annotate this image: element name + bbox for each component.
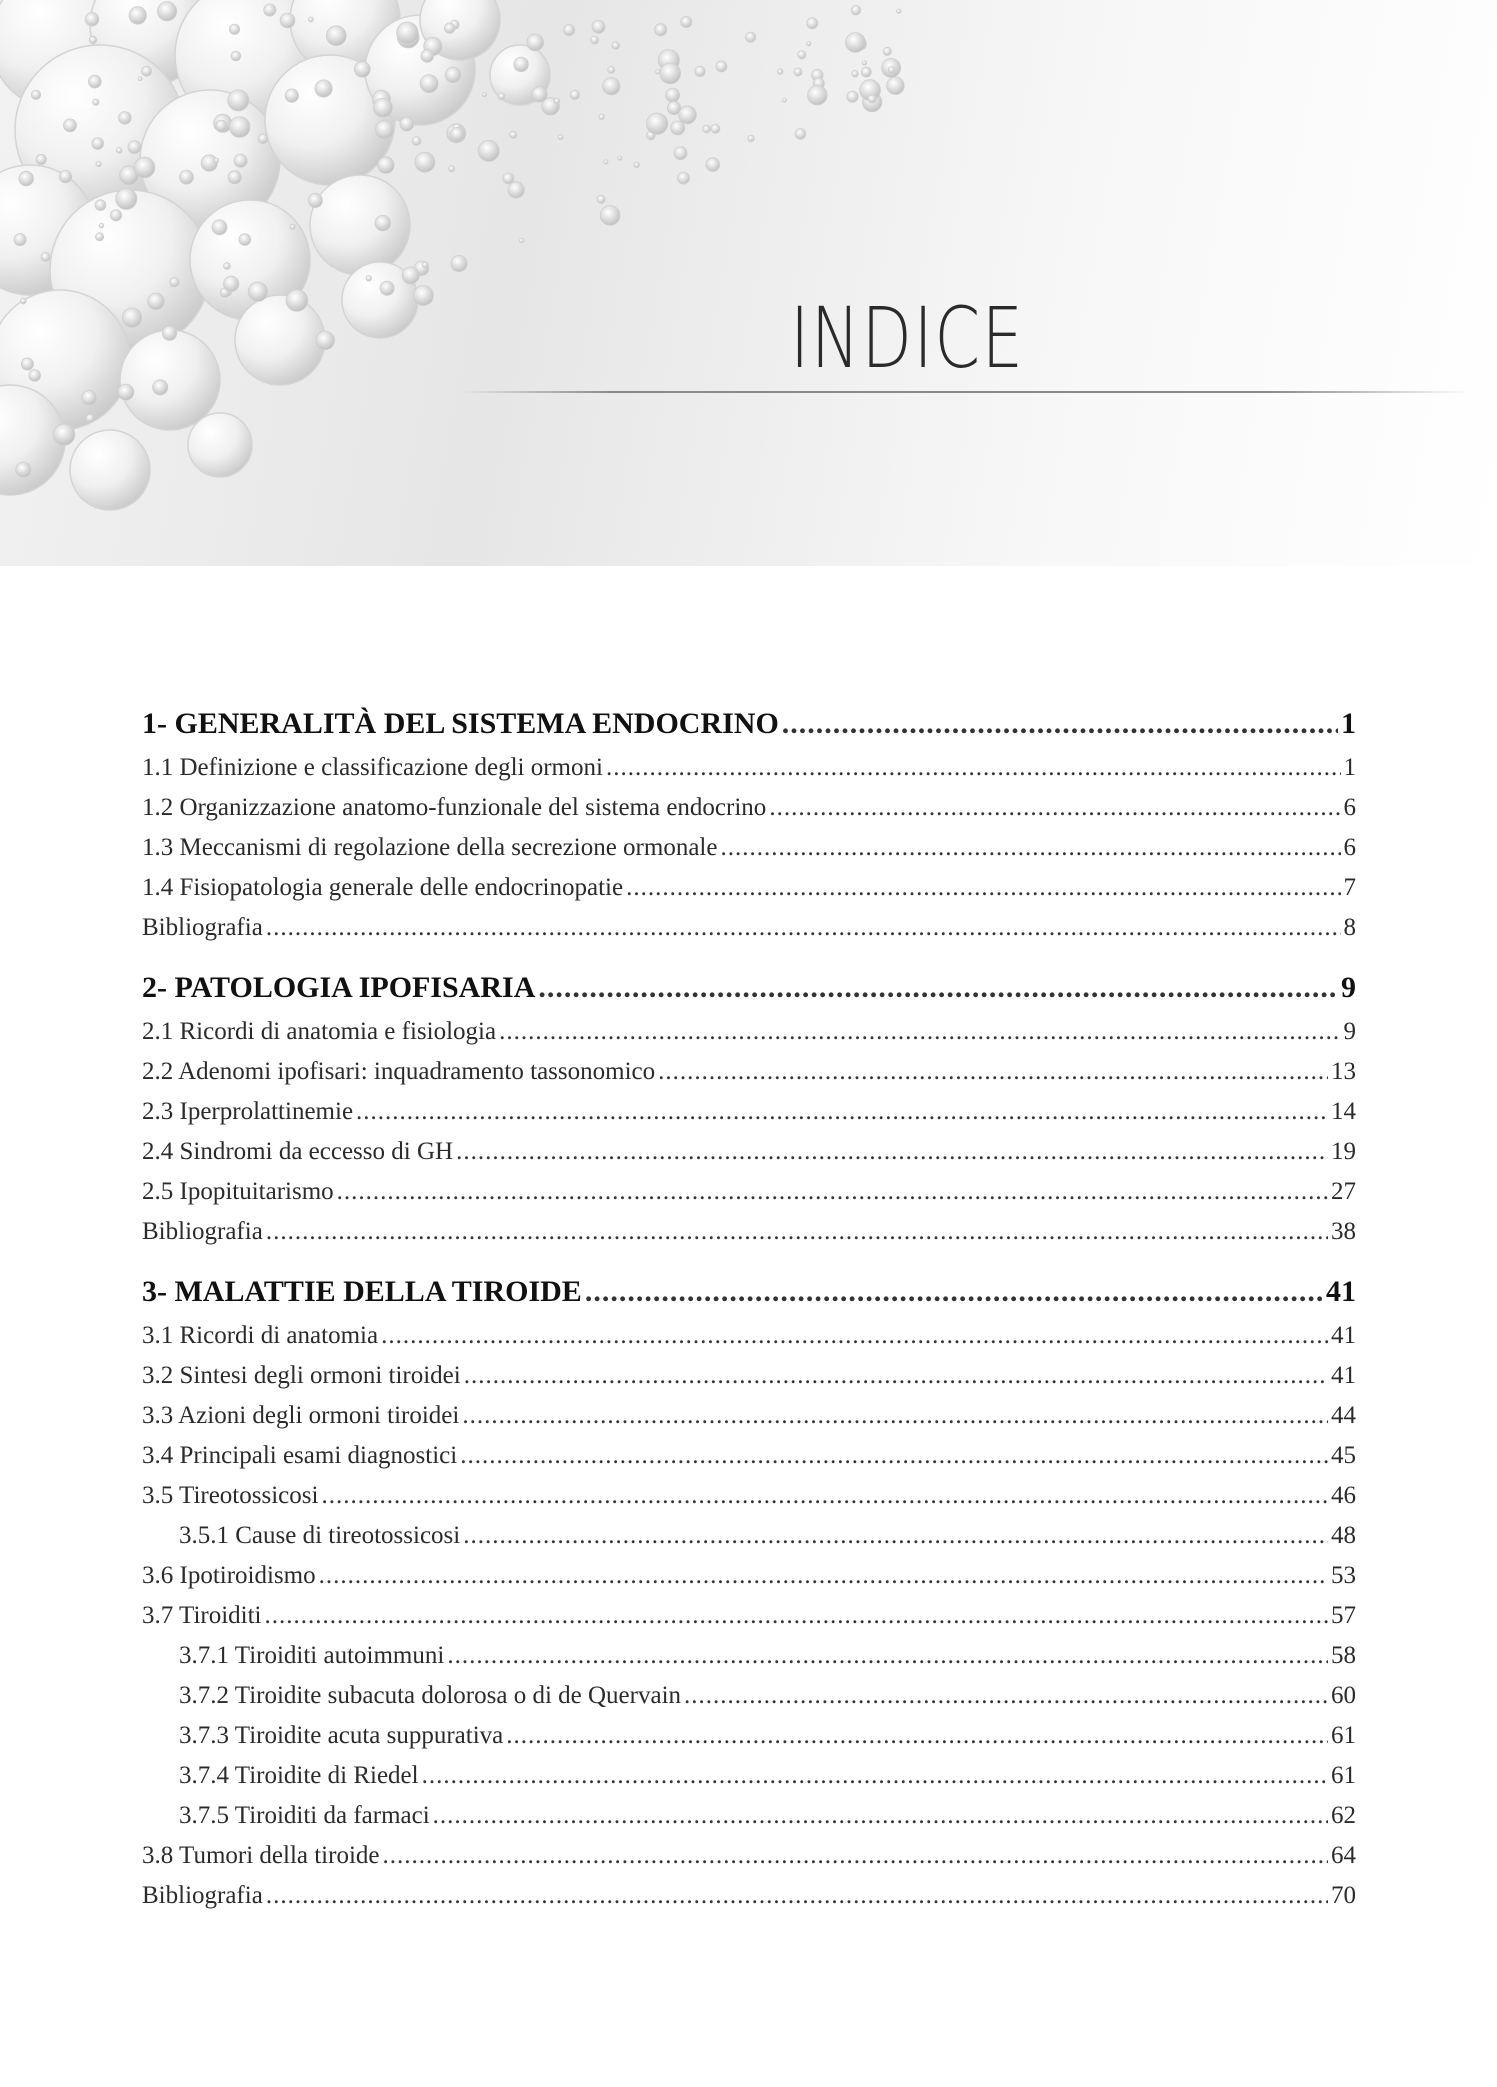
small-bubble-shape — [597, 195, 605, 203]
small-bubble-shape — [93, 99, 99, 105]
small-bubble-shape — [532, 87, 547, 102]
small-bubble-shape — [862, 61, 867, 66]
small-bubble-shape — [375, 215, 391, 231]
dot-leader — [460, 1436, 1328, 1476]
small-bubble-shape — [374, 98, 393, 117]
small-bubble-shape — [41, 253, 50, 262]
small-bubble-shape — [402, 267, 419, 284]
toc-entry-page-number: 53 — [1331, 1562, 1356, 1589]
toc-entry[interactable] — [142, 1556, 1356, 1596]
small-bubble-shape — [677, 172, 689, 184]
toc-chapter-title: 1- GENERALITÀ DEL SISTEMA ENDOCRINO — [142, 707, 779, 740]
table-of-contents — [142, 700, 1356, 1916]
small-bubble-shape — [239, 234, 251, 246]
small-bubble-shape — [883, 47, 891, 55]
small-bubble-shape — [711, 124, 720, 133]
small-bubble-shape — [118, 384, 134, 400]
small-bubble-shape — [592, 20, 605, 33]
small-bubble-shape — [415, 152, 435, 172]
small-bubble-shape — [88, 75, 101, 88]
small-bubble-shape — [308, 17, 313, 22]
toc-entry-page-number: 48 — [1331, 1522, 1356, 1549]
toc-entry-page-number: 60 — [1331, 1682, 1356, 1709]
small-bubble-shape — [380, 281, 394, 295]
toc-entry-title: 3.7.3 Tiroidite acuta suppurativa — [179, 1722, 504, 1749]
small-bubble-shape — [224, 263, 231, 270]
small-bubble-shape — [600, 206, 620, 226]
toc-chapter[interactable] — [142, 964, 1356, 1012]
small-bubble-shape — [508, 182, 524, 198]
dot-leader — [265, 1596, 1329, 1636]
small-bubble-shape — [782, 98, 786, 102]
toc-entry[interactable] — [142, 788, 1356, 828]
toc-entry[interactable] — [142, 1092, 1356, 1132]
small-bubble-shape — [264, 4, 276, 16]
title-divider — [460, 391, 1470, 393]
toc-entry-title: 3.1 Ricordi di anatomia — [142, 1322, 379, 1349]
toc-entry[interactable] — [142, 1396, 1356, 1436]
toc-entry-title: 1.2 Organizzazione anatomo-funzionale del sistema endocrino — [142, 794, 767, 821]
dot-leader — [266, 908, 1341, 948]
toc-entry-page-number: 38 — [1331, 1218, 1356, 1245]
small-bubble-shape — [451, 255, 467, 271]
toc-entry-page-number: 27 — [1331, 1178, 1356, 1205]
small-bubble-shape — [603, 78, 620, 95]
dot-leader — [506, 1716, 1328, 1756]
small-bubble-shape — [695, 66, 705, 76]
toc-entry-title: 2.1 Ricordi di anatomia e fisiologia — [142, 1018, 497, 1045]
toc-entry-title: 3.7.1 Tiroiditi autoimmuni — [179, 1642, 445, 1669]
small-bubble-shape — [503, 173, 514, 184]
small-bubble-shape — [808, 85, 828, 105]
dot-leader — [606, 748, 1341, 788]
dot-leader — [769, 788, 1340, 828]
toc-entry[interactable] — [142, 1172, 1356, 1212]
toc-entry[interactable] — [142, 1476, 1356, 1516]
small-bubble-shape — [116, 188, 137, 209]
small-bubble-shape — [234, 154, 247, 167]
small-bubble-shape — [142, 66, 152, 76]
small-bubble-shape — [228, 90, 249, 111]
toc-entry-page-number: 62 — [1331, 1802, 1356, 1829]
small-bubble-shape — [413, 286, 433, 306]
toc-entry-title: 1.1 Definizione e classificazione degli ormoni — [142, 754, 603, 781]
small-bubble-shape — [36, 154, 46, 164]
dot-leader — [499, 1012, 1340, 1052]
small-bubble-shape — [674, 147, 687, 160]
dot-leader — [462, 1396, 1328, 1436]
small-bubble-shape — [445, 67, 460, 82]
small-bubble-shape — [847, 91, 858, 102]
small-bubble-shape — [286, 290, 308, 312]
toc-entry-title: 2.4 Sindromi da eccesso di GH — [142, 1138, 454, 1165]
dot-leader — [684, 1676, 1328, 1716]
small-bubble-shape — [897, 9, 901, 13]
small-bubble-shape — [421, 50, 434, 63]
small-bubble-shape — [656, 69, 661, 74]
toc-entry-page-number: 57 — [1331, 1602, 1356, 1629]
small-bubble-shape — [660, 63, 681, 84]
small-bubble-shape — [119, 112, 132, 125]
toc-entry[interactable] — [142, 908, 1356, 948]
small-bubble-shape — [608, 66, 615, 73]
small-bubble-shape — [14, 234, 26, 246]
small-bubble-shape — [228, 171, 241, 184]
small-bubble-shape — [851, 5, 861, 15]
small-bubble-shape — [706, 158, 720, 172]
small-bubble-shape — [53, 424, 74, 445]
small-bubble-shape — [354, 61, 370, 77]
small-bubble-shape — [86, 414, 94, 422]
small-bubble-shape — [82, 390, 97, 405]
toc-entry-title: 2.3 Iperprolattinemie — [142, 1098, 354, 1125]
dot-leader — [782, 700, 1338, 748]
toc-entry[interactable] — [142, 1676, 1356, 1716]
small-bubble-shape — [378, 157, 395, 174]
dot-leader — [381, 1316, 1328, 1356]
page-title: INDICE — [790, 289, 1025, 387]
small-bubble-shape — [248, 282, 267, 301]
small-bubble-shape — [229, 117, 250, 138]
small-bubble-shape — [498, 93, 505, 100]
small-bubble-shape — [158, 2, 177, 21]
dot-leader — [658, 1052, 1328, 1092]
dot-leader — [319, 1556, 1328, 1596]
small-bubble-shape — [748, 135, 755, 142]
small-bubble-shape — [397, 22, 419, 44]
toc-entry-page-number: 45 — [1331, 1442, 1356, 1469]
small-bubble-shape — [807, 41, 811, 45]
toc-entry[interactable] — [142, 1316, 1356, 1356]
small-bubble-shape — [422, 262, 428, 268]
small-bubble-shape — [564, 24, 575, 35]
toc-chapter-title: 2- PATOLOGIA IPOFISARIA — [142, 971, 536, 1004]
small-bubble-shape — [96, 161, 101, 166]
small-bubble-shape — [315, 80, 332, 97]
small-bubble-shape — [148, 293, 165, 310]
small-bubble-shape — [162, 326, 176, 340]
small-bubble-shape — [679, 106, 697, 124]
toc-chapter-page-number: 1 — [1341, 707, 1356, 740]
dot-leader — [321, 1476, 1328, 1516]
toc-entry[interactable] — [142, 1596, 1356, 1636]
toc-chapter-page-number: 9 — [1341, 971, 1356, 1004]
small-bubble-shape — [666, 88, 680, 102]
small-bubble-shape — [229, 24, 239, 34]
toc-entry-page-number: 13 — [1331, 1058, 1356, 1085]
small-bubble-shape — [128, 141, 141, 154]
small-bubble-shape — [634, 162, 640, 168]
toc-entry-title: 3.7.4 Tiroidite di Riedel — [179, 1762, 419, 1789]
bubbles-decoration — [0, 0, 1497, 566]
toc-entry-page-number: 19 — [1331, 1138, 1356, 1165]
toc-entry-page-number: 6 — [1343, 834, 1356, 861]
toc-entry-page-number: 58 — [1331, 1642, 1356, 1669]
small-bubble-shape — [153, 380, 168, 395]
small-bubble-shape — [420, 75, 438, 93]
small-bubble-shape — [798, 51, 806, 59]
dot-leader — [433, 1796, 1328, 1836]
toc-entry-page-number: 70 — [1331, 1882, 1356, 1909]
small-bubble-shape — [671, 121, 685, 135]
toc-section — [142, 964, 1356, 1252]
small-bubble-shape — [861, 67, 871, 77]
small-bubble-shape — [795, 129, 806, 140]
small-bubble-shape — [31, 90, 40, 99]
small-bubble-shape — [514, 57, 529, 72]
small-bubble-shape — [316, 331, 335, 350]
small-bubble-shape — [99, 223, 104, 228]
bubble-shape — [188, 413, 252, 477]
bubble-shape — [70, 430, 150, 510]
dot-leader — [447, 1636, 1328, 1676]
small-bubble-shape — [19, 171, 34, 186]
bubble-shape — [120, 330, 220, 430]
toc-chapter-title: 3- MALATTIE DELLA TIROIDE — [142, 1275, 582, 1308]
toc-entry-title: 3.6 Ipotiroidismo — [142, 1562, 316, 1589]
toc-entry[interactable] — [142, 748, 1356, 788]
toc-entry[interactable] — [142, 1796, 1356, 1836]
small-bubble-shape — [703, 125, 711, 133]
small-bubble-shape — [59, 170, 71, 182]
small-bubble-shape — [449, 166, 455, 172]
toc-entry[interactable] — [142, 1876, 1356, 1916]
small-bubble-shape — [85, 12, 99, 26]
toc-entry-title: 3.3 Azioni degli ormoni tiroidei — [142, 1402, 460, 1429]
dot-leader — [356, 1092, 1328, 1132]
small-bubble-shape — [794, 68, 802, 76]
toc-section — [142, 1268, 1356, 1916]
small-bubble-shape — [846, 33, 866, 53]
toc-entry-page-number: 44 — [1331, 1402, 1356, 1429]
small-bubble-shape — [258, 134, 268, 144]
small-bubble-shape — [216, 120, 227, 131]
small-bubble-shape — [868, 95, 876, 103]
small-bubble-shape — [716, 61, 727, 72]
toc-entry-title: 2.5 Ipopituitarismo — [142, 1178, 334, 1205]
small-bubble-shape — [214, 158, 219, 163]
small-bubble-shape — [655, 24, 667, 36]
toc-entry-page-number: 7 — [1343, 874, 1356, 901]
toc-entry-title: 3.2 Sintesi degli ormoni tiroidei — [142, 1362, 461, 1389]
small-bubble-shape — [280, 13, 295, 28]
small-bubble-shape — [527, 34, 544, 51]
toc-entry-page-number: 64 — [1331, 1842, 1356, 1869]
small-bubble-shape — [64, 119, 77, 132]
small-bubble-shape — [21, 358, 33, 370]
toc-entry[interactable] — [142, 1212, 1356, 1252]
small-bubble-shape — [746, 32, 756, 42]
bubble-shape — [235, 295, 325, 385]
toc-entry-page-number: 41 — [1331, 1322, 1356, 1349]
toc-entry-title: 3.4 Principali esami diagnostici — [142, 1442, 458, 1469]
small-bubble-shape — [777, 69, 783, 75]
toc-section — [142, 700, 1356, 948]
small-bubble-shape — [29, 370, 41, 382]
small-bubble-shape — [558, 135, 563, 140]
toc-chapter-page-number: 41 — [1326, 1275, 1356, 1308]
dot-leader — [456, 1132, 1328, 1172]
dot-leader — [266, 1212, 1328, 1252]
bubble-shape — [310, 175, 410, 275]
toc-entry-title: 1.4 Fisiopatologia generale delle endocrinopatie — [142, 874, 624, 901]
small-bubble-shape — [326, 26, 346, 46]
toc-entry[interactable] — [142, 1052, 1356, 1092]
small-bubble-shape — [478, 140, 499, 161]
small-bubble-shape — [89, 36, 96, 43]
toc-entry[interactable] — [142, 1516, 1356, 1556]
small-bubble-shape — [887, 77, 905, 95]
toc-entry-page-number: 8 — [1343, 914, 1356, 941]
toc-entry[interactable] — [142, 1132, 1356, 1172]
small-bubble-shape — [570, 90, 579, 99]
toc-entry-title: 3.7.2 Tiroidite subacuta dolorosa o di de Quervain — [179, 1682, 682, 1709]
small-bubble-shape — [138, 77, 142, 81]
toc-entry-page-number: 1 — [1343, 754, 1356, 781]
toc-entry[interactable] — [142, 1436, 1356, 1476]
dot-leader — [626, 868, 1340, 908]
dot-leader — [585, 1268, 1323, 1316]
small-bubble-shape — [224, 276, 239, 291]
toc-entry-page-number: 61 — [1331, 1722, 1356, 1749]
toc-entry-title: 3.7 Tiroiditi — [142, 1602, 262, 1629]
toc-entry-title: 3.8 Tumori della tiroide — [142, 1842, 380, 1869]
toc-entry-page-number: 9 — [1343, 1018, 1356, 1045]
toc-entry-page-number: 61 — [1331, 1762, 1356, 1789]
small-bubble-shape — [95, 200, 106, 211]
toc-entry-page-number: 46 — [1331, 1482, 1356, 1509]
toc-entry[interactable] — [142, 1836, 1356, 1876]
toc-entry-title: 3.5 Tireotossicosi — [142, 1482, 319, 1509]
small-bubble-shape — [129, 7, 146, 24]
small-bubble-shape — [852, 70, 859, 77]
toc-entry-title: 1.3 Meccanismi di regolazione della secrezione ormonale — [142, 834, 718, 861]
small-bubble-shape — [482, 92, 486, 96]
small-bubble-shape — [412, 137, 421, 146]
small-bubble-shape — [807, 18, 818, 29]
toc-chapter[interactable] — [142, 700, 1356, 748]
toc-entry[interactable] — [142, 1012, 1356, 1052]
small-bubble-shape — [179, 170, 193, 184]
dot-leader — [720, 828, 1340, 868]
small-bubble-shape — [520, 238, 524, 242]
small-bubble-shape — [170, 278, 179, 287]
dot-leader — [383, 1836, 1329, 1876]
small-bubble-shape — [646, 113, 667, 134]
toc-entry[interactable] — [142, 828, 1356, 868]
toc-entry-page-number: 14 — [1331, 1098, 1356, 1125]
toc-entry-title: Bibliografia — [142, 914, 263, 941]
small-bubble-shape — [116, 148, 122, 154]
small-bubble-shape — [612, 42, 620, 50]
toc-entry-title: Bibliografia — [142, 1882, 263, 1909]
small-bubble-shape — [20, 298, 26, 304]
small-bubble-shape — [110, 210, 121, 221]
small-bubble-shape — [510, 131, 517, 138]
dot-leader — [422, 1756, 1328, 1796]
small-bubble-shape — [445, 23, 455, 33]
small-bubble-shape — [16, 462, 31, 477]
small-bubble-shape — [599, 114, 605, 120]
small-bubble-shape — [400, 117, 414, 131]
toc-entry[interactable] — [142, 868, 1356, 908]
toc-entry[interactable] — [142, 1636, 1356, 1676]
toc-entry[interactable] — [142, 1756, 1356, 1796]
toc-entry[interactable] — [142, 1716, 1356, 1756]
dot-leader — [463, 1516, 1328, 1556]
small-bubble-shape — [290, 224, 295, 229]
small-bubble-shape — [231, 51, 241, 61]
small-bubble-shape — [212, 220, 227, 235]
small-bubble-shape — [681, 16, 692, 27]
dot-leader — [538, 964, 1338, 1012]
small-bubble-shape — [96, 233, 104, 241]
small-bubble-shape — [450, 127, 464, 141]
toc-chapter[interactable] — [142, 1268, 1356, 1316]
small-bubble-shape — [366, 276, 372, 282]
small-bubble-shape — [134, 157, 155, 178]
small-bubble-shape — [554, 98, 560, 104]
small-bubble-shape — [201, 155, 217, 171]
toc-entry-page-number: 6 — [1343, 794, 1356, 821]
dot-leader — [337, 1172, 1328, 1212]
small-bubble-shape — [604, 160, 608, 164]
small-bubble-shape — [92, 138, 104, 150]
toc-entry-title: 2.2 Adenomi ipofisari: inquadramento tassonomico — [142, 1058, 656, 1085]
dot-leader — [464, 1356, 1328, 1396]
toc-entry-title: Bibliografia — [142, 1218, 263, 1245]
small-bubble-shape — [591, 36, 599, 44]
toc-entry[interactable] — [142, 1356, 1356, 1396]
small-bubble-shape — [122, 308, 141, 327]
toc-entry-title: 3.7.5 Tiroiditi da farmaci — [179, 1802, 430, 1829]
small-bubble-shape — [308, 193, 322, 207]
small-bubble-shape — [888, 67, 895, 74]
dot-leader — [266, 1876, 1328, 1916]
small-bubble-shape — [618, 156, 622, 160]
small-bubble-shape — [285, 89, 298, 102]
header-bubbles-background — [0, 0, 1497, 566]
small-bubble-shape — [375, 121, 393, 139]
toc-entry-title: 3.5.1 Cause di tireotossicosi — [179, 1522, 461, 1549]
toc-entry-page-number: 41 — [1331, 1362, 1356, 1389]
